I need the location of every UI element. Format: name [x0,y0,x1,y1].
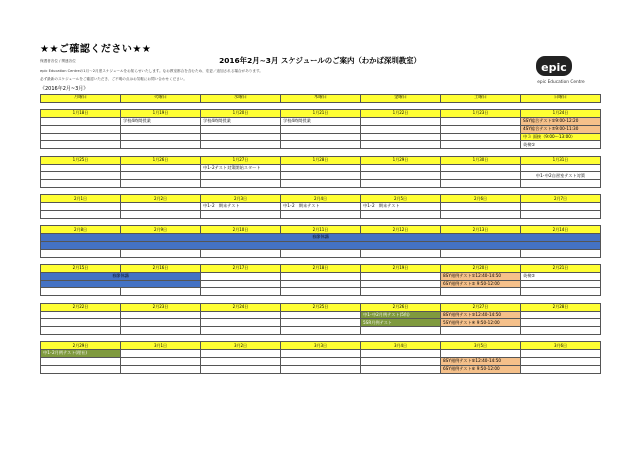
week-spacer [41,257,601,265]
event-cell: SSY総合テスト①9:00-12:20 [521,118,601,126]
schedule-row [41,241,601,249]
event-cell: 中1･2 期末テスト [201,203,281,211]
week-spacer-cell [41,187,601,195]
date-cell: 1月19日 [121,110,201,118]
date-cell: 1月30日 [441,156,521,164]
event-cell [121,249,201,257]
event-cell [521,180,601,188]
date-cell: 1月27日 [201,156,281,164]
date-cell: 3月2日 [201,342,281,350]
event-cell [121,172,201,180]
date-cell: 2月13日 [441,226,521,234]
date-cell: 2月24日 [201,303,281,311]
event-cell: 8SY週例テスト③12:40-14:50 [441,311,521,319]
event-cell [361,211,441,219]
event-cell [201,249,281,257]
date-cell: 2月29日 [41,342,121,350]
epic-logo [521,53,601,89]
date-cell: 3月1日 [121,342,201,350]
date-cell: 2月17日 [201,265,281,273]
event-cell [441,249,521,257]
event-cell [201,365,281,373]
page-title: 2016年2月~3月 スケジュールのご案内（わかば深圳教室） [219,56,421,65]
event-cell [281,211,361,219]
event-cell [41,141,121,149]
event-cell [281,141,361,149]
event-cell [441,133,521,141]
event-cell [361,350,441,358]
schedule-row [41,125,601,133]
date-row [41,342,601,350]
event-cell [361,125,441,133]
event-cell [41,358,121,366]
date-cell: 1月21日 [281,110,361,118]
date-cell: 2月20日 [441,265,521,273]
event-cell [521,365,601,373]
schedule-row [41,327,601,335]
event-cell [121,288,201,296]
event-cell [281,172,361,180]
date-cell: 2月5日 [361,195,441,203]
event-cell [121,211,201,219]
event-cell [361,133,441,141]
event-cell [441,172,521,180]
schedule-row [41,141,601,149]
event-cell [201,125,281,133]
date-cell: 2月1日 [41,195,121,203]
event-cell [281,272,361,280]
date-cell: 1月22日 [361,110,441,118]
event-cell [41,118,121,126]
event-cell [281,358,361,366]
week-spacer-cell [41,257,601,265]
event-cell [41,203,121,211]
event-cell [281,327,361,335]
schedule-row [41,365,601,373]
event-cell [41,327,121,335]
period-label: 《2016年2月~3月》 [40,86,89,92]
event-cell [41,365,121,373]
event-cell [441,118,521,126]
event-cell [281,249,361,257]
event-cell: 中1･2月例テスト(理社) [41,350,121,358]
date-cell: 1月25日 [41,156,121,164]
event-cell: 6SY週例テスト② 9:50-12:00 [441,280,521,288]
week-spacer [41,218,601,226]
schedule-row [41,288,601,296]
logo-subtitle: epic Education Centre [537,80,585,85]
event-cell: 学校4時間授業 [281,118,361,126]
event-cell [281,365,361,373]
weekday-header: 土曜日 [441,95,521,103]
event-cell [121,180,201,188]
week-spacer-cell [41,149,601,157]
event-cell [361,280,441,288]
event-cell [441,350,521,358]
event-cell [121,133,201,141]
weekday-header: 金曜日 [361,95,441,103]
event-cell: 8SY週例テスト①12:40-14:50 [441,272,521,280]
schedule-row [41,319,601,327]
date-cell: 3月3日 [281,342,361,350]
date-cell: 2月3日 [201,195,281,203]
weekday-header-row [41,95,601,103]
event-cell: 中1･2テスト対策開始スタート [201,164,281,172]
date-cell: 3月4日 [361,342,441,350]
event-cell [201,319,281,327]
intro-line: epic Education Centreの1月～2月度スケジュールをお知らせいたします。なお教室都合を含むため、変更／追加される場合があります。 [40,69,263,73]
week-spacer [41,102,601,110]
event-cell [441,125,521,133]
event-cell [361,365,441,373]
event-cell [281,319,361,327]
event-cell [201,358,281,366]
date-cell: 3月6日 [521,342,601,350]
schedule-row [41,311,601,319]
event-cell [361,288,441,296]
date-cell: 2月26日 [361,303,441,311]
event-cell [281,280,361,288]
date-cell: 1月31日 [521,156,601,164]
week-spacer-cell [41,296,601,304]
event-cell [41,211,121,219]
schedule-row [41,280,601,288]
event-cell [41,172,121,180]
event-cell [41,180,121,188]
schedule-row [41,272,601,280]
epic-logo-mark [535,53,573,79]
date-row [41,110,601,118]
event-cell [121,358,201,366]
event-cell [521,280,601,288]
weekday-header: 日曜日 [521,95,601,103]
weekday-header: 月曜日 [41,95,121,103]
event-cell: 英検② [521,272,601,280]
note-line: 必ず最新のスケジュールをご確認いただき、ご不明の点はお気軽にお問い合わせください。 [40,77,187,81]
event-cell [361,358,441,366]
date-cell: 2月18日 [281,265,361,273]
event-cell [441,141,521,149]
event-cell [361,118,441,126]
event-cell [121,327,201,335]
schedule-row [41,358,601,366]
event-cell [201,311,281,319]
event-cell: 春節休講 [41,272,201,280]
event-cell [441,211,521,219]
event-cell [361,180,441,188]
weekday-header: 水曜日 [201,95,281,103]
date-cell: 2月9日 [121,226,201,234]
event-cell [441,327,521,335]
event-cell [521,211,601,219]
event-cell [281,288,361,296]
event-cell [521,319,601,327]
date-cell: 2月22日 [41,303,121,311]
event-cell [201,327,281,335]
event-cell [521,327,601,335]
event-cell [121,125,201,133]
event-cell [41,280,201,288]
event-cell [361,164,441,172]
event-cell [281,180,361,188]
event-cell [201,133,281,141]
event-cell [521,249,601,257]
event-cell [41,241,601,249]
event-cell: 8SY週例テスト⑤12:40-14:50 [441,358,521,366]
event-cell [41,125,121,133]
event-cell: 4SY総合テスト⑦9:00-11:30 [521,125,601,133]
date-cell: 2月28日 [521,303,601,311]
event-cell [281,125,361,133]
date-cell: 2月19日 [361,265,441,273]
event-cell: 学校4時間授業 [201,118,281,126]
schedule-row [41,211,601,219]
event-cell [121,350,201,358]
event-cell [441,180,521,188]
date-cell: 2月2日 [121,195,201,203]
event-cell [201,350,281,358]
event-cell [361,327,441,335]
event-cell [121,203,201,211]
date-cell: 2月7日 [521,195,601,203]
event-cell [201,172,281,180]
date-row [41,303,601,311]
date-cell: 2月10日 [201,226,281,234]
event-cell [521,164,601,172]
schedule-row [41,234,601,242]
event-cell: 6SY週例テスト⑥ 9:50-12:00 [441,365,521,373]
event-cell: 学校4時間授業 [121,118,201,126]
date-cell: 2月14日 [521,226,601,234]
schedule-row [41,180,601,188]
date-cell: 2月8日 [41,226,121,234]
event-cell: 中1･2 期末テスト [361,203,441,211]
event-cell [121,319,201,327]
event-cell [361,172,441,180]
event-cell [361,272,441,280]
event-cell [201,288,281,296]
event-cell [121,311,201,319]
event-cell [41,164,121,172]
date-row [41,156,601,164]
event-cell [201,141,281,149]
event-cell: 中３ 面接（9:00～13:00） [521,133,601,141]
week-spacer [41,296,601,304]
schedule-row [41,350,601,358]
date-cell: 1月20日 [201,110,281,118]
date-cell: 3月5日 [441,342,521,350]
date-cell: 1月28日 [281,156,361,164]
event-cell [41,319,121,327]
date-cell: 1月29日 [361,156,441,164]
date-cell: 2月6日 [441,195,521,203]
event-cell [121,164,201,172]
date-cell: 2月23日 [121,303,201,311]
event-cell [361,249,441,257]
event-cell: 中1･2 期末テスト [281,203,361,211]
event-cell [201,180,281,188]
notice-heading: ★★ご確認ください★★ [40,44,152,55]
date-cell: 1月24日 [521,110,601,118]
event-cell [41,133,121,141]
schedule-row [41,164,601,172]
event-cell [281,133,361,141]
event-cell: 中1･中2月例テスト(5科) [361,311,441,319]
event-cell [121,365,201,373]
schedule-table [40,94,601,374]
event-cell [281,350,361,358]
schedule-row [41,133,601,141]
schedule-row [41,249,601,257]
date-cell: 2月15日 [41,265,121,273]
date-row [41,195,601,203]
week-spacer [41,149,601,157]
date-row [41,226,601,234]
schedule-row [41,203,601,211]
event-cell [441,164,521,172]
date-cell: 1月26日 [121,156,201,164]
event-cell [201,280,281,288]
event-cell [441,203,521,211]
event-cell [41,311,121,319]
week-spacer [41,187,601,195]
date-cell: 2月25日 [281,303,361,311]
event-cell [441,288,521,296]
date-cell: 2月27日 [441,303,521,311]
event-cell [281,311,361,319]
date-cell: 2月12日 [361,226,441,234]
date-cell: 2月11日 [281,226,361,234]
event-cell: 5SR月例テスト [361,319,441,327]
event-cell [201,272,281,280]
week-spacer-cell [41,218,601,226]
date-row [41,265,601,273]
sender-line: 保護者各位 / 関連各位 [40,59,76,63]
schedule-body [41,95,601,374]
event-cell [361,141,441,149]
weekday-header: 木曜日 [281,95,361,103]
event-cell [521,350,601,358]
week-spacer [41,334,601,342]
event-cell [201,211,281,219]
schedule-row [41,172,601,180]
logo-mark-text: epic [541,61,567,74]
date-cell: 2月21日 [521,265,601,273]
week-spacer-cell [41,102,601,110]
date-cell: 2月16日 [121,265,201,273]
event-cell [521,358,601,366]
weekday-header: 火曜日 [121,95,201,103]
date-cell: 1月18日 [41,110,121,118]
event-cell: 英検① [521,141,601,149]
date-cell: 1月23日 [441,110,521,118]
event-cell [521,311,601,319]
event-cell [41,288,121,296]
event-cell: 中1･中2自習室テスト対策 [521,172,601,180]
event-cell [521,288,601,296]
event-cell: 5SY週例テスト④ 9:50-12:00 [441,319,521,327]
date-cell: 2月4日 [281,195,361,203]
week-spacer-cell [41,334,601,342]
event-cell [121,141,201,149]
schedule-row [41,118,601,126]
event-cell [41,249,121,257]
event-cell [521,203,601,211]
event-cell [281,164,361,172]
event-cell: 春節休講 [41,234,601,242]
